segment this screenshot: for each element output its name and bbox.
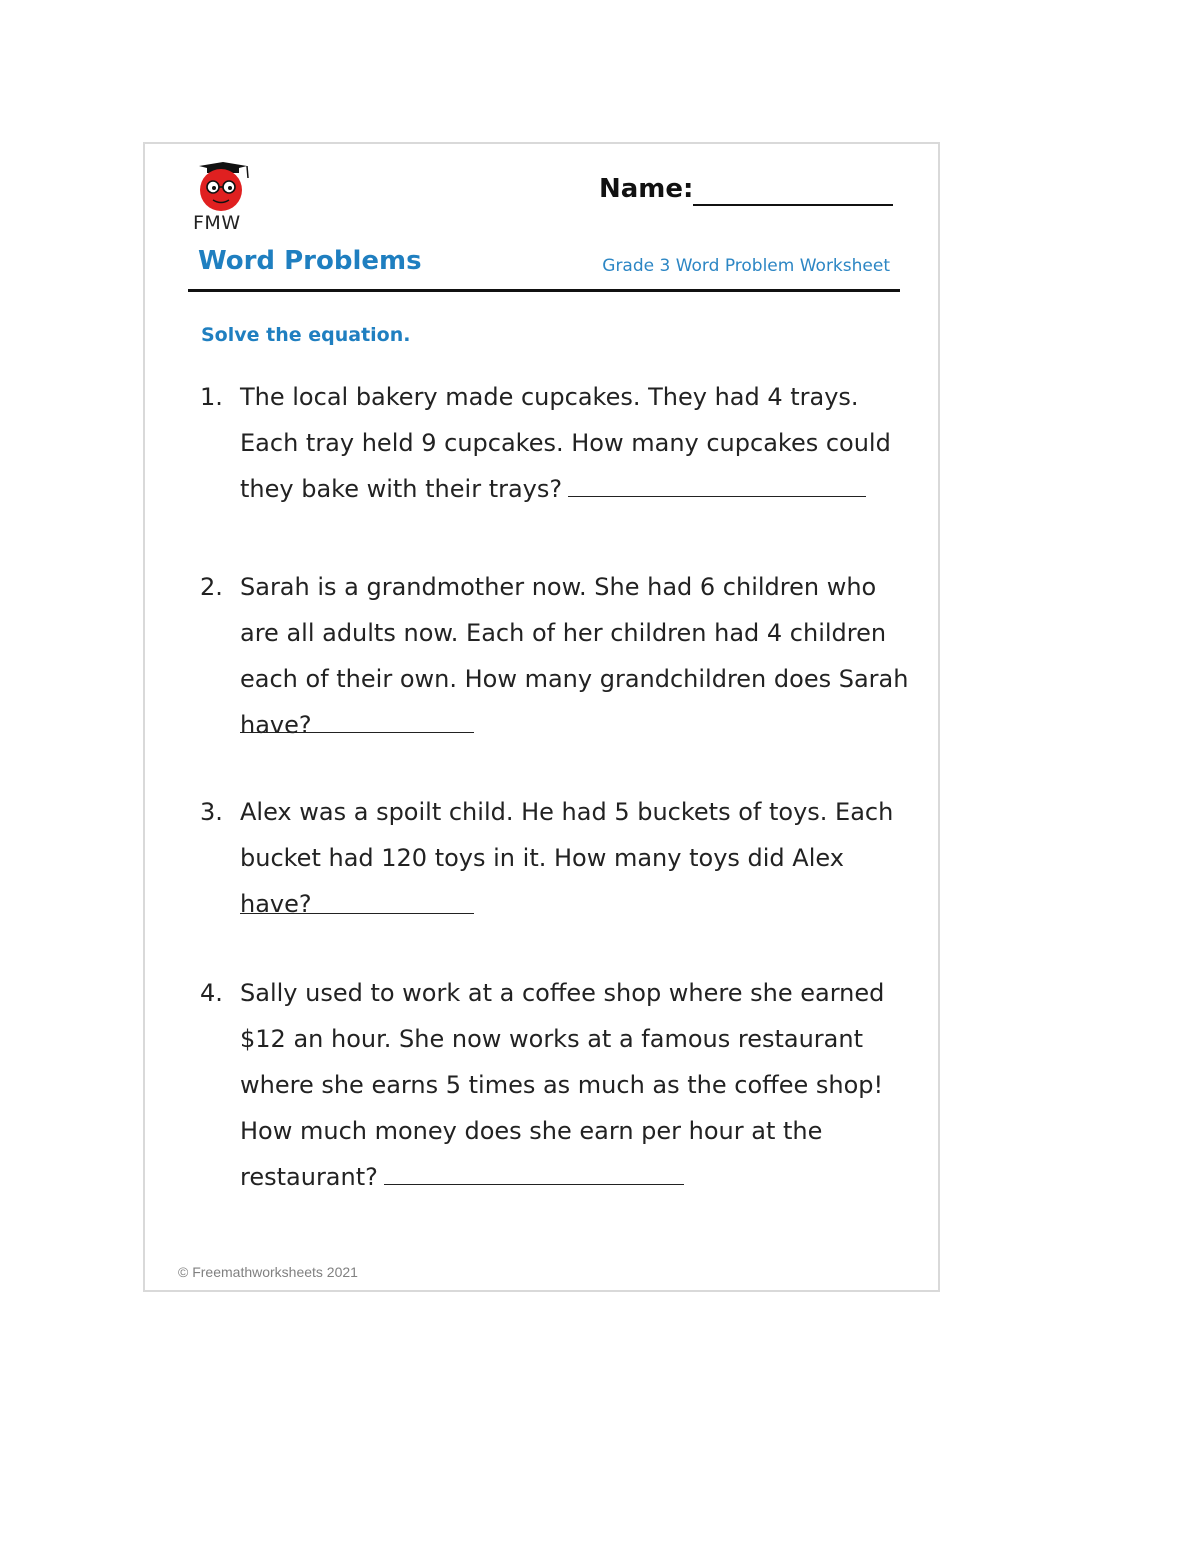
answer-line[interactable]	[384, 1184, 684, 1185]
name-input-line[interactable]	[693, 204, 893, 206]
problem-text-container	[240, 970, 910, 1200]
logo-text: FMW	[193, 212, 241, 234]
worksheet-page	[143, 142, 940, 1292]
problem-text-container	[240, 564, 910, 748]
copyright-footer: © Freemathworksheets 2021	[178, 1264, 358, 1280]
header-divider	[188, 289, 900, 292]
problem-text-container	[240, 374, 910, 512]
problem-text: The local bakery made cupcakes. They had 4 trays. Each tray held 9 cupcakes. How many cupcakes could they bake with their trays?	[240, 383, 891, 503]
problem-text-container	[240, 789, 910, 927]
worksheet-subtitle: Grade 3 Word Problem Worksheet	[602, 256, 890, 276]
answer-line[interactable]	[568, 496, 866, 497]
apple-mascot-icon	[193, 160, 253, 212]
name-label: Name:	[599, 174, 694, 204]
problem-text: Sally used to work at a coffee shop where she earned $12 an hour. She now works at a famous restaurant where she earns 5 times as much as the coffee shop! How much money does she earn per hour at the restaurant?	[240, 979, 885, 1191]
fmw-logo	[193, 160, 253, 236]
problem-text: Alex was a spoilt child. He had 5 buckets of toys. Each bucket had 120 toys in it. How many toys did Alex have?	[240, 798, 894, 918]
problem-number: 4.	[200, 979, 223, 1007]
problem-text: Sarah is a grandmother now. She had 6 children who are all adults now. Each of her children had 4 children each of their own. How many grandchildren does Sarah have?	[240, 573, 909, 739]
worksheet-title: Word Problems	[198, 246, 422, 276]
problem-number: 3.	[200, 798, 223, 826]
problem-number: 2.	[200, 573, 223, 601]
problem-number: 1.	[200, 383, 223, 411]
answer-line[interactable]	[240, 732, 474, 733]
instruction-text: Solve the equation.	[201, 324, 411, 346]
answer-line[interactable]	[240, 913, 474, 914]
